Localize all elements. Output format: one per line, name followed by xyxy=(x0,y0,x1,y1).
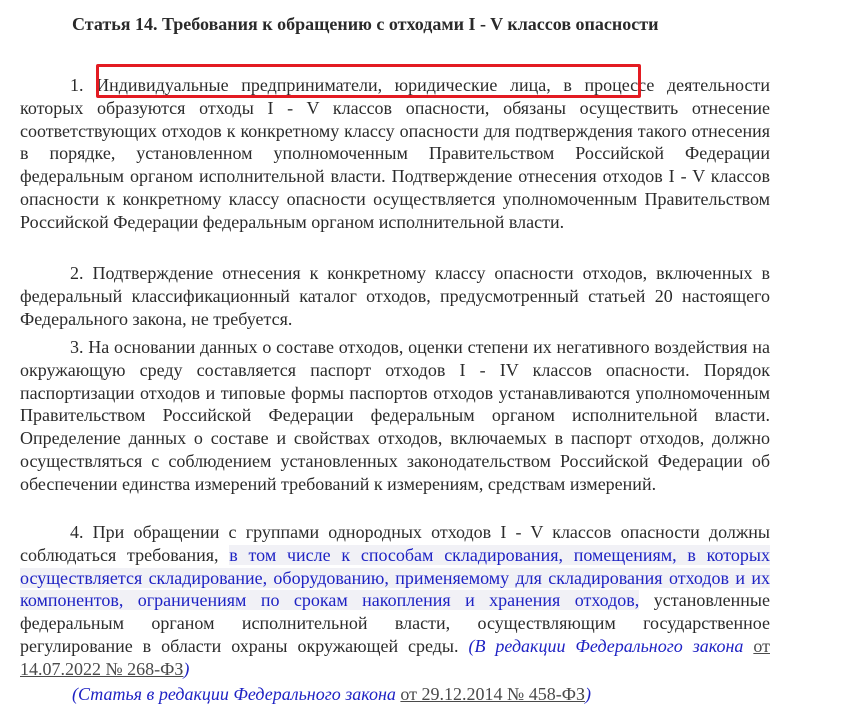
law-link-458fz[interactable]: от 29.12.2014 № 458-ФЗ xyxy=(400,684,585,704)
paragraph-4 xyxy=(20,521,770,681)
article-title: Статья 14. Требования к обращению с отходами I - V классов опасности xyxy=(72,14,659,34)
paragraph-1: 1. Индивидуальные предприниматели, юридические лица, в процессе деятельности которых образуются отходы I - V классов опасности, обязаны осуществить отнесение соответствующих отходов к конкретному классу опасности для подтверждения такого отнесения в порядке, установленном уполномоченным Правительством Российской Федерации федеральным органом исполнительной власти. Подтверждение отнесения отходов I - V классов опасности к конкретному классу опасности осуществляется уполномоченным Правительством Российской Федерации федеральным органом исполнительной власти. xyxy=(20,75,770,232)
footer-suffix: ) xyxy=(584,684,591,704)
paragraph-3: 3. На основании данных о составе отходов, оценки степени их негативного воздействия на окружающую среду составляется паспорт отходов I - IV классов опасности. Порядок паспортизации отходов и типовые формы паспортов отходов устанавливаются уполномоченным Правительством Российской Федерации федеральным органом исполнительной власти. Определение данных о составе и свойствах отходов, включаемых в паспорт отходов, должно осуществляться с соблюдением установленных законодательством Российской Федерации об обеспечении единства измерений требований к измерениям, средствам измерений. xyxy=(20,337,770,494)
paragraph-4-amended-text: в том числе к способам складирования, помещениям, в которых осуществляется складирование, оборудованию, применяемому для складирования отходов и их компонентов, ограничениям по срокам накопления и хранения отходов, xyxy=(20,544,770,611)
source-prefix: (В редакции Федерального закона xyxy=(468,635,754,656)
paragraph-4-end: установленные федеральным органом исполнительной власти, осуществляющим государственное регулирование в области охраны окружающей среды. xyxy=(20,590,770,656)
paragraph-4-start: 4. При обращении с группами однородных отходов I - V классов опасности должны соблюдаться требования, xyxy=(20,522,770,565)
highlight-box xyxy=(96,64,641,98)
paragraph-2: 2. Подтверждение отнесения к конкретному классу опасности отходов, включенных в федеральный классификационный каталог отходов, предусмотренный статьей 20 настоящего Федерального закона, не требуется. xyxy=(20,263,770,329)
source-suffix: ) xyxy=(183,658,190,679)
article-amendment-note xyxy=(72,684,591,705)
footer-prefix: (Статья в редакции Федерального закона xyxy=(72,684,401,704)
law-link-268fz[interactable]: от 14.07.2022 № 268-ФЗ xyxy=(20,635,770,679)
